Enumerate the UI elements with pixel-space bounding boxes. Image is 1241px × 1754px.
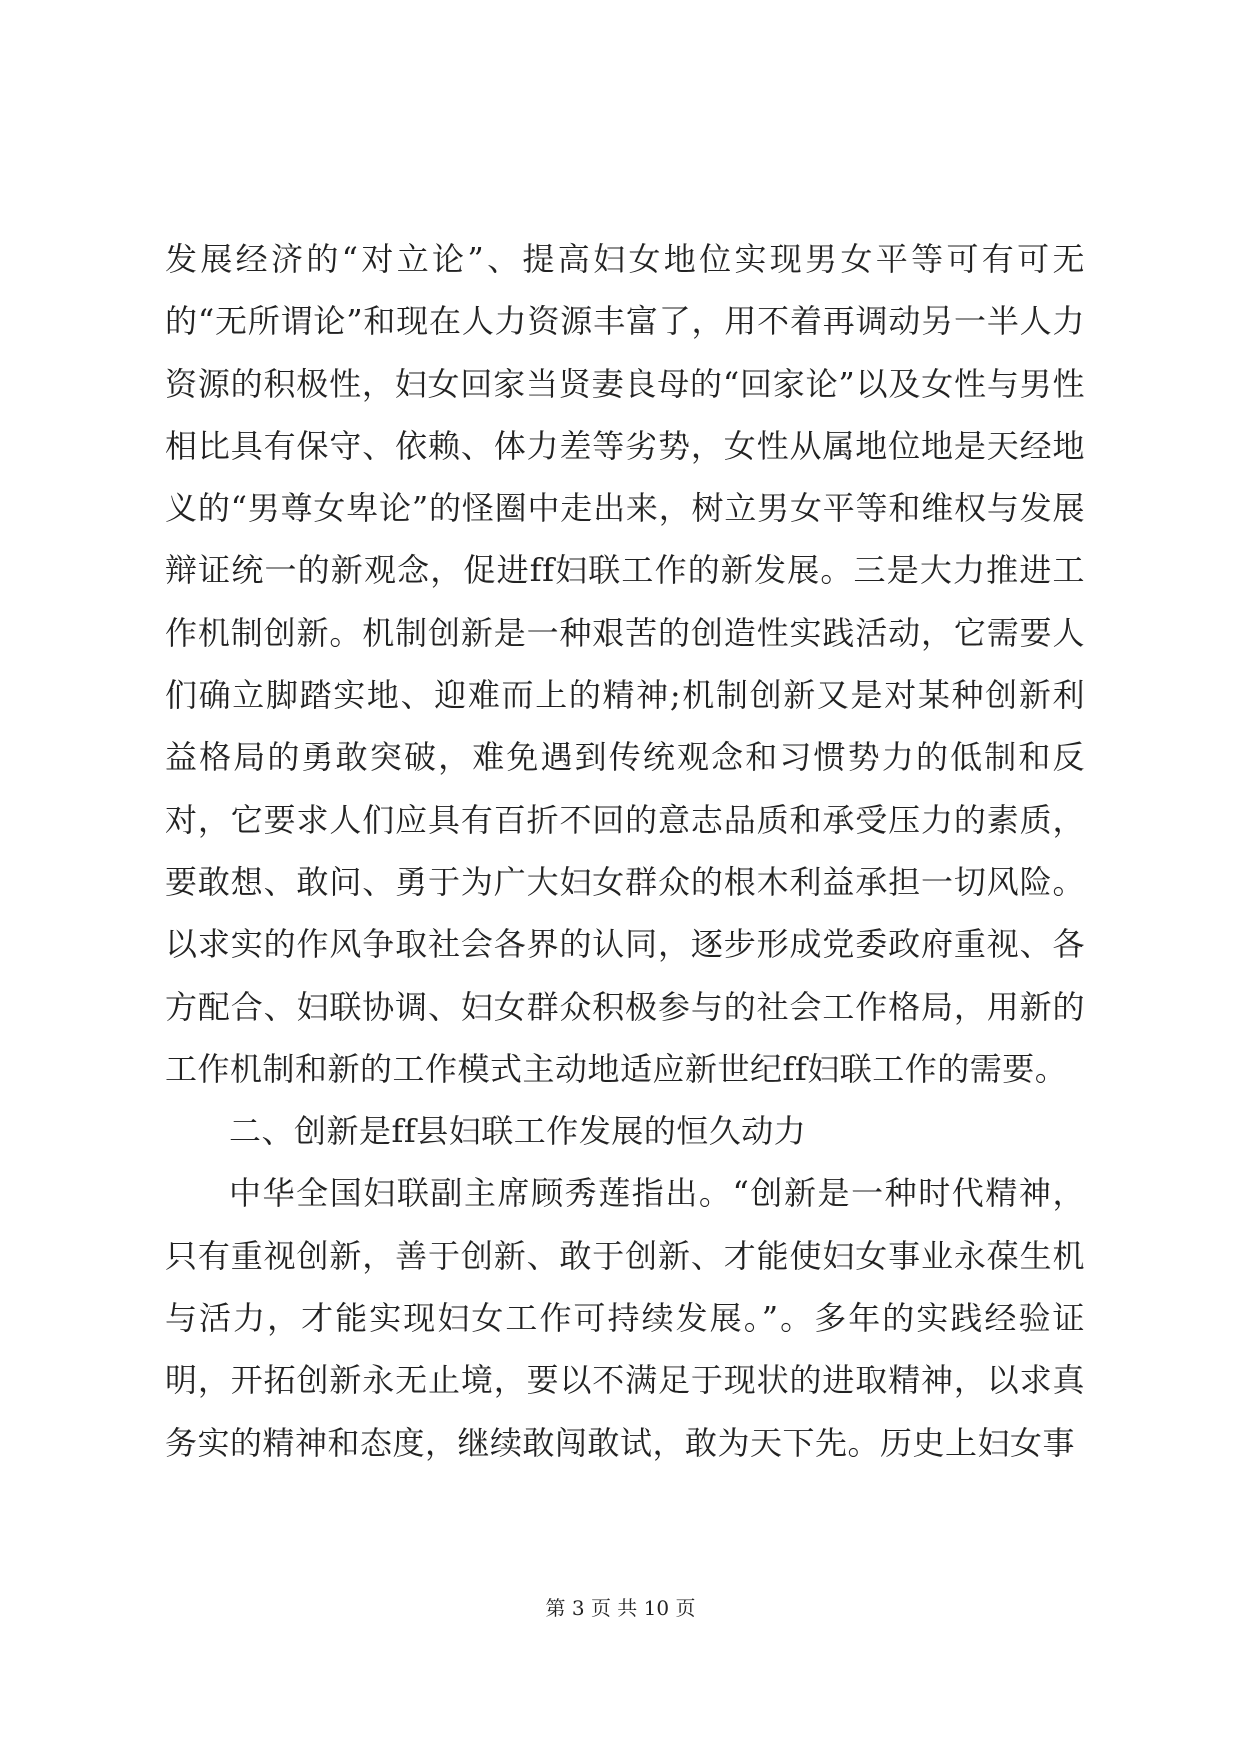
paragraph-quote: 中华全国妇联副主席顾秀莲指出。“创新是一种时代精神，只有重视创新，善于创新、敢于创新、才能使妇女事业永葆生机与活力，才能实现妇女工作可持续发展。”。多年的实践经验证明，开拓创新永无止境，要以不满足于现状的进取精神，以求真务实的精神和态度，继续敢闯敢试，敢为天下先。历史上妇女事	[165, 1174, 1085, 1462]
page-number-footer: 第 3 页 共 10 页	[545, 1596, 696, 1620]
document-body	[165, 228, 1085, 1474]
section-heading: 二、创新是ff县妇联工作发展的恒久动力	[229, 1112, 807, 1151]
paragraph-continuation: 发展经济的“对立论”、提高妇女地位实现男女平等可有可无的“无所谓论”和现在人力资源丰富了，用不着再调动另一半人力资源的积极性，妇女回家当贤妻良母的“回家论”以及女性与男性相比具有保守、依赖、体力差等劣势，女性从属地位地是天经地义的“男尊女卑论”的怪圈中走出来，树立男女平等和维权与发展辩证统一的新观念，促进ff妇联工作的新发展。三是大力推进工作机制创新。机制创新是一种艰苦的创造性实践活动，它需要人们确立脚踏实地、迎难而上的精神;机制创新又是对某种创新利益格局的勇敢突破，难免遇到传统观念和习惯势力的低制和反对，它要求人们应具有百折不回的意志品质和承受压力的素质，要敢想、敢问、勇于为广大妇女群众的根木利益承担一切风险。以求实的作风争取社会各界的认同，逐步形成党委政府重视、各方配合、妇联协调、妇女群众积极参与的社会工作格局，用新的工作机制和新的工作模式主动地适应新世纪ff妇联工作的需要。	[165, 240, 1085, 1088]
